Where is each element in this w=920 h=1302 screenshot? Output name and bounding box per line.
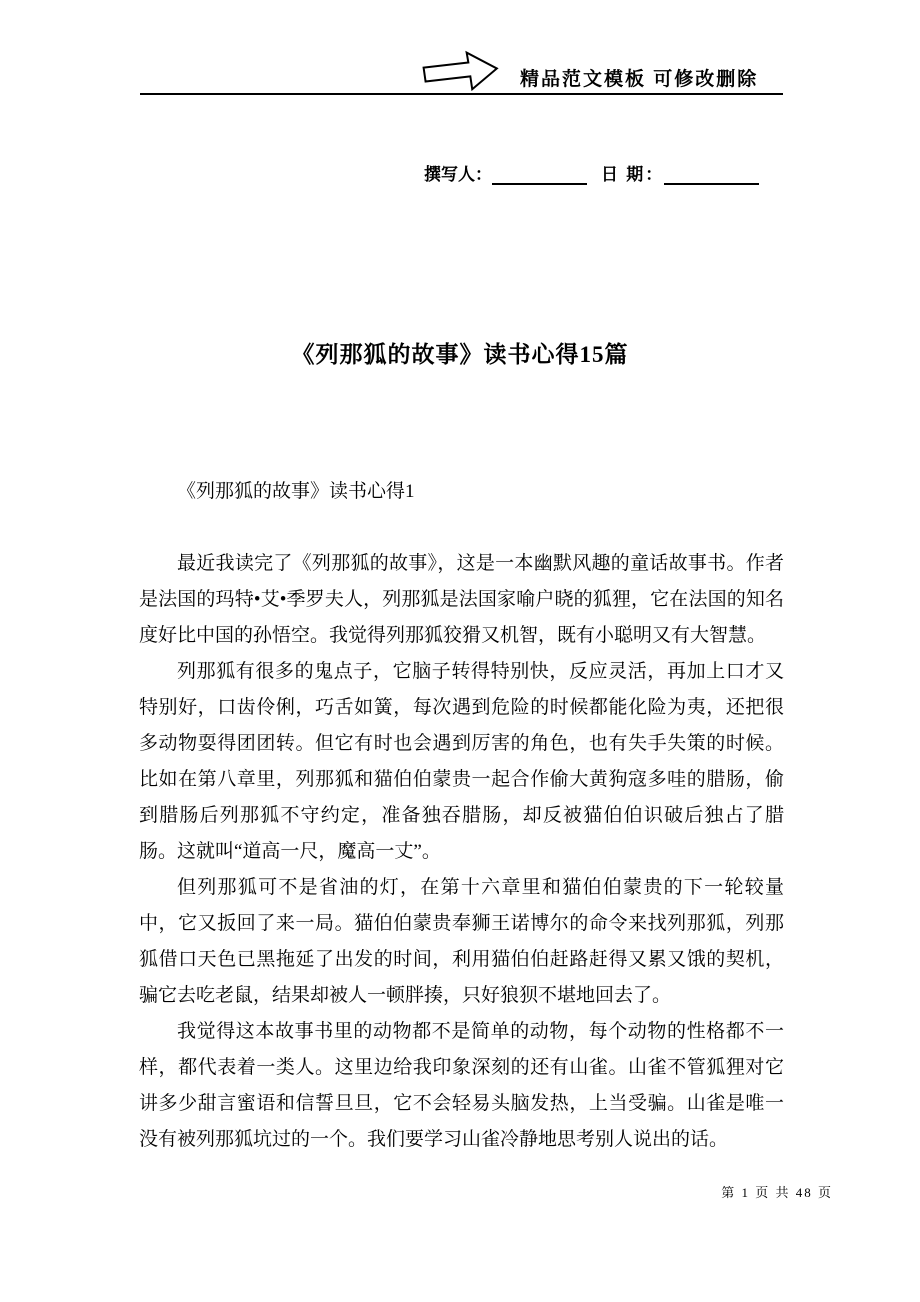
paragraph-2: 列那狐有很多的鬼点子，它脑子转得特别快，反应灵活，再加上口才又特别好，口齿伶俐，巧舌如簧，每次遇到危险的时候都能化险为夷，还把很多动物耍得团团转。但它有时也会遇到厉害的角色，也有失手失策的时候。比如在第八章里，列那狐和猫伯伯蒙贵一起合作偷大黄狗寇多哇的腊肠，偷到腊肠后列那狐不守约定，准备独吞腊肠，却反被猫伯伯识破后独占了腊肠。这就叫“道高一尺，魔高一丈”。 <box>139 661 784 862</box>
date-blank-field <box>664 164 759 185</box>
document-title: 《列那狐的故事》读书心得15篇 <box>291 342 629 367</box>
date-label: 日 期： <box>601 165 665 184</box>
page-number: 第 1 页 共 48 页 <box>721 1185 833 1200</box>
section-heading: 《列那狐的故事》读书心得1 <box>177 481 415 502</box>
writer-label: 撰写人： <box>424 165 492 184</box>
byline <box>424 160 773 185</box>
banner-text: 精品范文模板 可修改删除 <box>520 69 759 90</box>
document-body <box>139 474 784 1158</box>
page-footer <box>721 1182 833 1201</box>
paragraph-1: 最近我读完了《列那狐的故事》，这是一本幽默风趣的童话故事书。作者是法国的玛特•艾•季罗夫人，列那狐是法国家喻户晓的狐狸，它在法国的知名度好比中国的孙悟空。我觉得列那狐狡猾又机智，既有小聪明又有大智慧。 <box>139 553 784 646</box>
writer-blank-field <box>492 164 587 185</box>
paragraph-3: 但列那狐可不是省油的灯，在第十六章里和猫伯伯蒙贵的下一轮较量中，它又扳回了来一局。猫伯伯蒙贵奉狮王诺博尔的命令来找列那狐，列那狐借口天色已黑拖延了出发的时间，利用猫伯伯赶路赶得又累又饿的契机，骗它去吃老鼠，结果却被人一顿胖揍，只好狼狈不堪地回去了。 <box>139 877 784 1006</box>
paragraph-4: 我觉得这本故事书里的动物都不是简单的动物，每个动物的性格都不一样，都代表着一类人。这里边给我印象深刻的还有山雀。山雀不管狐狸对它讲多少甜言蜜语和信誓旦旦，它不会轻易头脑发热，上当受骗。山雀是唯一没有被列那狐坑过的一个。我们要学习山雀冷静地思考别人说出的话。 <box>139 1021 784 1150</box>
header-divider <box>140 93 783 95</box>
right-arrow-icon <box>421 47 502 96</box>
